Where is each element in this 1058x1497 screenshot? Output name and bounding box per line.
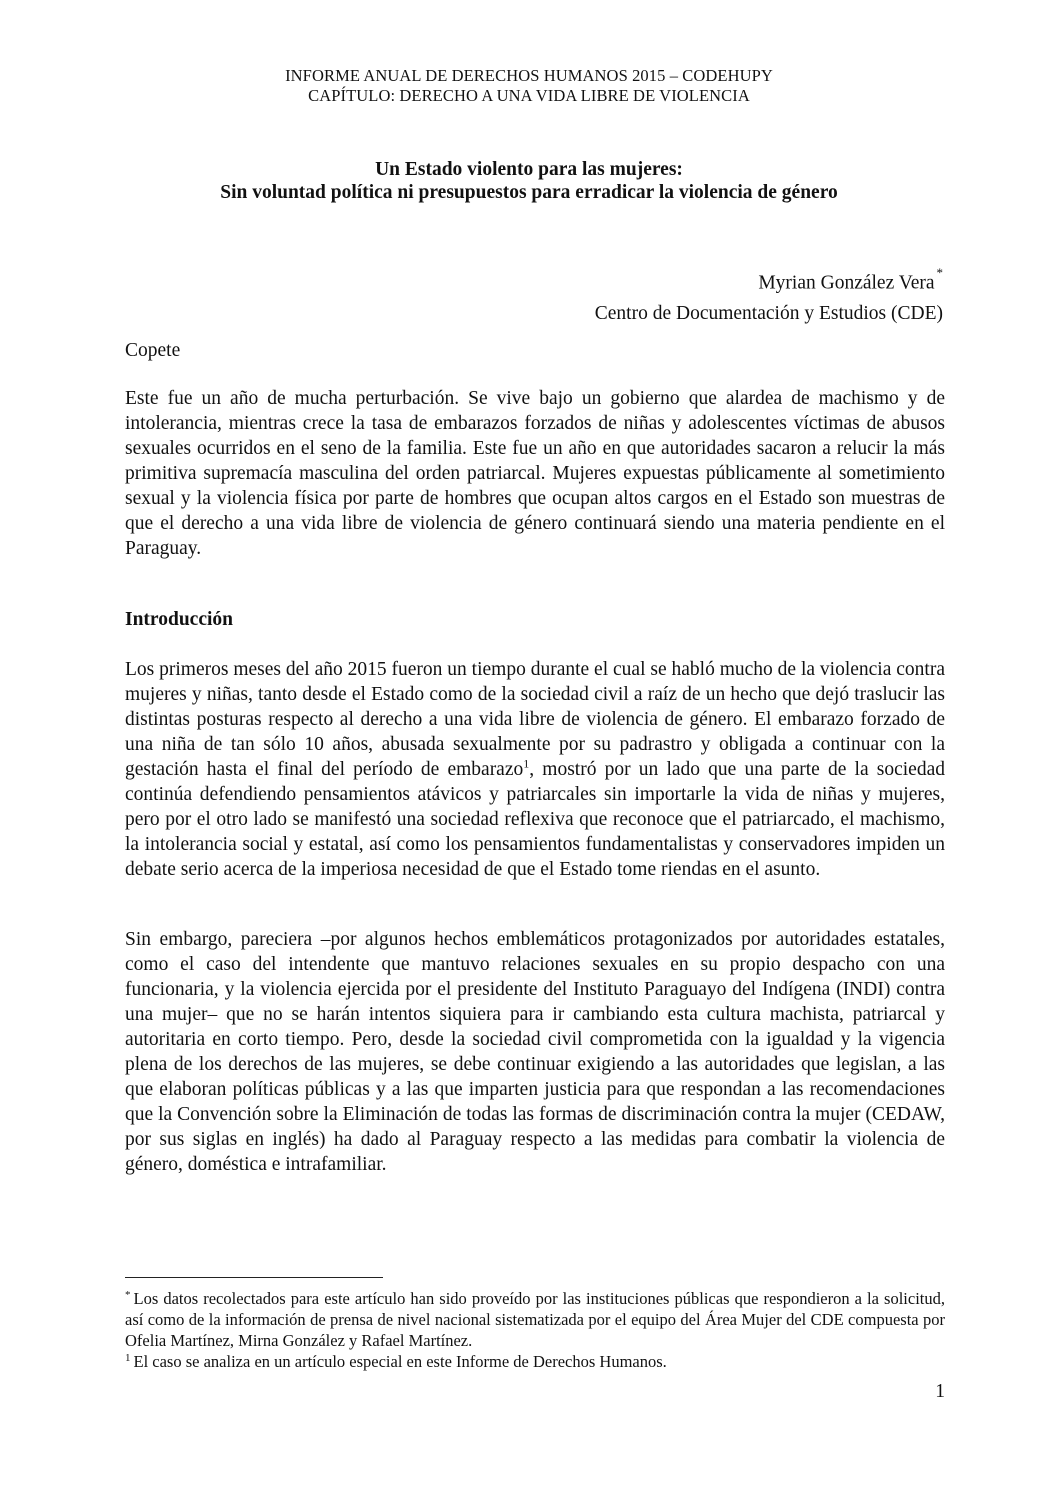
footnote-mark: * — [125, 1288, 131, 1301]
title-line-2: Sin voluntad política ni presupuestos para erradicar la violencia de género — [220, 182, 838, 203]
author-affiliation: Centro de Documentación y Estudios (CDE) — [594, 302, 943, 324]
running-header-line-1: INFORME ANUAL DE DERECHOS HUMANOS 2015 – CODEHUPY — [285, 66, 773, 85]
introduccion-paragraph-1 — [125, 657, 945, 882]
page-number: 1 — [935, 1381, 945, 1402]
footnote-text: El caso se analiza en un artículo especial en este Informe de Derechos Humanos. — [133, 1352, 667, 1371]
copete-paragraph: Este fue un año de mucha perturbación. Se vive bajo un gobierno que alardea de machismo y de intolerancia, mientras crece la tasa de embarazos forzados de niñas y adolescentes víctimas de abusos sexuales ocurridos en el seno de la familia. Este fue un año en que autoridades sacaron a relucir la más primitiva supremacía masculina del orden patriarcal. Mujeres expuestas públicamente al sometimiento sexual y la violencia física por parte de hombres que ocupan altos cargos en el Estado son muestras de que el derecho a una vida libre de violencia de género continuará siendo una materia pendiente en el Paraguay. — [125, 388, 945, 559]
introduccion-heading: Introducción — [125, 609, 233, 630]
footnote-text: Los datos recolectados para este artículo han sido proveído por las instituciones públicas que respondieron a la solicitud, así como de la información de prensa de nivel nacional sistematizada por el equipo del Área Mujer del CDE compuesta por Ofelia Martínez, Mirna González y Rafael Martínez. — [125, 1289, 945, 1350]
title-line-1: Un Estado violento para las mujeres: — [375, 159, 683, 180]
footnote-mark: 1 — [125, 1351, 131, 1364]
running-header — [0, 66, 1058, 106]
introduccion-paragraph-2: Sin embargo, pareciera –por algunos hechos emblemáticos protagonizados por autoridades estatales, como el caso del intendente que mantuvo relaciones sexuales en su propio despacho con una funcionaria, y la violencia ejercida por el presidente del Instituto Paraguayo del Indígena (INDI) contra una mujer– que no se harán intentos siquiera para ir cambiando esta cultura machista, patriarcal y autoritaria en corto tiempo. Pero, desde la sociedad civil comprometida con la igualdad y la vigencia plena de los derechos de las mujeres, se debe continuar exigiendo a las autoridades que legislan, a las que elaboran políticas públicas y a las que imparten justicia para que respondan a las recomendaciones que la Convención sobre la Eliminación de todas las formas de discriminación contra la mujer (CEDAW, por sus siglas en inglés) ha dado al Paraguay respecto a las medidas para combatir la violencia de género, doméstica e intrafamiliar. — [125, 929, 945, 1175]
copete-heading: Copete — [125, 340, 181, 361]
footnotes — [125, 1288, 945, 1372]
author-name-line — [595, 262, 943, 299]
author-name: Myrian González Vera — [758, 272, 935, 294]
running-header-line-2: CAPÍTULO: DERECHO A UNA VIDA LIBRE DE VIOLENCIA — [308, 86, 750, 105]
paragraph-1-text-a: Los primeros meses del año 2015 fueron un tiempo durante el cual se habló mucho de la violencia contra mujeres y niñas, tanto desde el Estado como de la sociedad civil a raíz de un hecho que dejó traslucir las distintas posturas respecto al derecho a una vida libre de violencia de género. El embarazo forzado de una niña de tan sólo 10 años, abusada sexualmente por su padrastro y obligada a continuar con la gestación hasta el final del período de embarazo — [125, 659, 945, 780]
document-title — [0, 158, 1058, 204]
author-footnote-mark: * — [936, 265, 943, 280]
footnote-author — [125, 1288, 945, 1351]
footnote-1 — [125, 1351, 945, 1372]
author-block — [595, 262, 943, 329]
footnote-ref-1[interactable]: 1 — [523, 756, 530, 771]
footnote-separator — [125, 1277, 383, 1278]
paragraph-1-text-b: , mostró por un lado que una parte de la sociedad continúa defendiendo pensamientos atávicos y patriarcales sin importarle la vida de niñas y mujeres, pero por el otro lado se manifestó una sociedad reflexiva que reconoce que el patriarcado, el machismo, la intolerancia social y estatal, así como los pensamientos fundamentalistas y conservadores impiden un debate serio acerca de la imperiosa necesidad de que el Estado tome riendas en el asunto. — [125, 759, 945, 880]
